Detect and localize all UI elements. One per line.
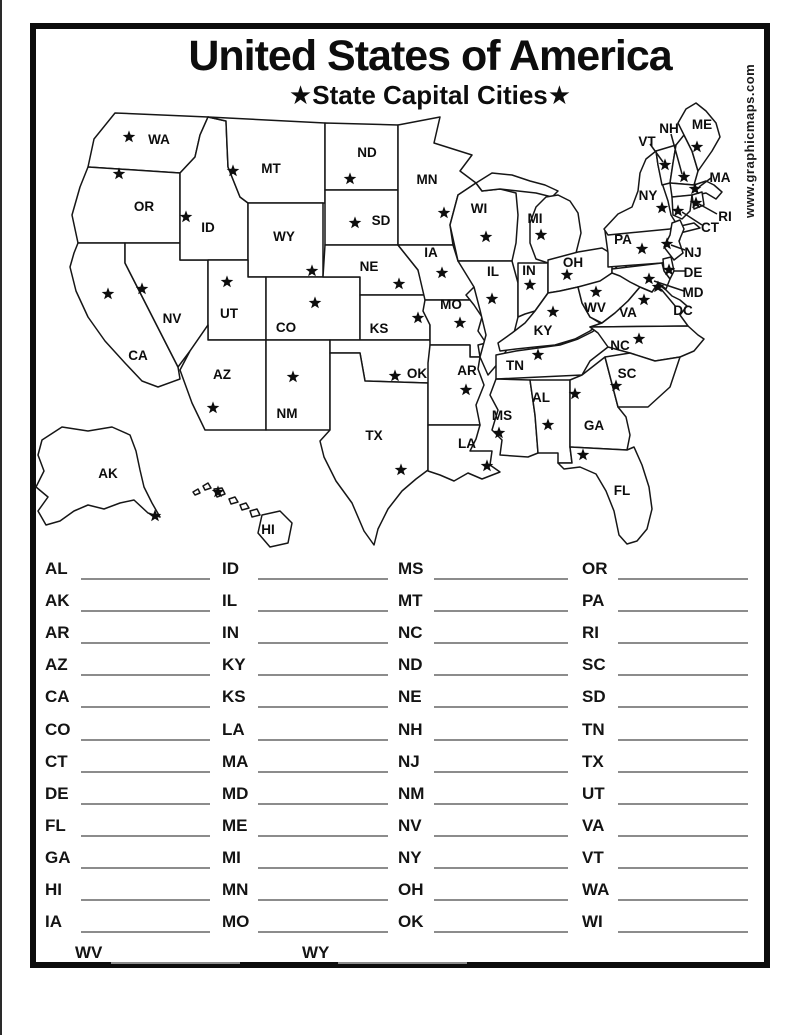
- abbr-label: KY: [222, 655, 246, 674]
- abbr-label: MT: [398, 591, 423, 610]
- answer-blank: [618, 881, 748, 901]
- worksheet-item-al: [45, 550, 210, 580]
- state-label-de: DE: [683, 265, 703, 280]
- abbr-label: NY: [398, 848, 422, 867]
- state-label-ar: AR: [457, 363, 477, 378]
- state-label-nj: NJ: [684, 245, 702, 260]
- state-label-oh: OH: [562, 255, 584, 270]
- state-label-ks: KS: [369, 321, 389, 336]
- answer-blank: [258, 913, 388, 933]
- worksheet-item-in: [222, 614, 388, 644]
- abbr-label: MO: [222, 912, 250, 931]
- worksheet-item-co: [45, 711, 210, 741]
- state-shape-or: [72, 167, 180, 243]
- answer-blank: [81, 592, 210, 612]
- state-shape-nc: [590, 326, 704, 361]
- page-subtitle: ★State Capital Cities★: [288, 80, 572, 110]
- answer-blank: [258, 881, 388, 901]
- answer-blank: [258, 656, 388, 676]
- answer-blank: [338, 944, 467, 964]
- state-label-la: LA: [458, 436, 476, 451]
- answer-blank: [618, 913, 748, 933]
- answer-blank: [434, 560, 568, 580]
- state-label-pa: PA: [614, 232, 632, 247]
- answer-blank: [434, 624, 568, 644]
- state-label-nh: NH: [659, 121, 679, 136]
- answer-blank: [258, 560, 388, 580]
- answer-blank: [618, 624, 748, 644]
- abbr-label: LA: [222, 720, 245, 739]
- state-shape-tx: [320, 353, 428, 545]
- worksheet-item-mi: [222, 839, 388, 869]
- answer-blank: [111, 944, 240, 964]
- state-label-in: IN: [522, 263, 536, 278]
- answer-blank: [618, 817, 748, 837]
- worksheet-item-ar: [45, 614, 210, 644]
- abbr-label: TN: [582, 720, 605, 739]
- abbr-label: NH: [398, 720, 423, 739]
- state-label-mi: MI: [527, 211, 543, 226]
- state-label-ca: CA: [128, 348, 148, 363]
- abbr-label: WI: [582, 912, 603, 931]
- worksheet-item-sd: [582, 678, 748, 708]
- answer-blank: [434, 881, 568, 901]
- worksheet-item-la: [222, 711, 388, 741]
- state-label-nv: NV: [162, 311, 182, 326]
- state-label-co: CO: [275, 320, 297, 335]
- answer-blank: [81, 721, 210, 741]
- worksheet-item-az: [45, 646, 210, 676]
- state-label-wa: WA: [148, 132, 170, 147]
- answer-blank: [434, 913, 568, 933]
- abbr-label: OR: [582, 559, 608, 578]
- abbr-label: ME: [222, 816, 248, 835]
- answer-blank: [434, 688, 568, 708]
- page-title: United States of America: [188, 32, 672, 80]
- worksheet-item-ri: [582, 614, 748, 644]
- worksheet-item-ct: [45, 743, 210, 773]
- worksheet-item-nd: [398, 646, 568, 676]
- answer-blank: [618, 656, 748, 676]
- state-label-il: IL: [487, 264, 499, 279]
- state-label-fl: FL: [613, 483, 631, 498]
- answer-blank: [81, 817, 210, 837]
- state-label-id: ID: [201, 220, 215, 235]
- worksheet-item-ky: [222, 646, 388, 676]
- abbr-label: CO: [45, 720, 71, 739]
- abbr-label: WY: [302, 943, 330, 962]
- answer-blank: [258, 849, 388, 869]
- state-shape-la: [428, 425, 500, 481]
- state-label-ri: RI: [718, 209, 732, 224]
- state-label-ky: KY: [533, 323, 553, 338]
- worksheet-item-ca: [45, 678, 210, 708]
- abbr-label: KS: [222, 687, 246, 706]
- answer-blank: [618, 721, 748, 741]
- worksheet-item-ms: [398, 550, 568, 580]
- worksheet-item-tx: [582, 743, 748, 773]
- abbr-label: HI: [45, 880, 62, 899]
- worksheet-item-de: [45, 775, 210, 805]
- worksheet-item-ut: [582, 775, 748, 805]
- answer-blank: [618, 849, 748, 869]
- answer-blank: [81, 849, 210, 869]
- answer-blank: [258, 753, 388, 773]
- abbr-label: OK: [398, 912, 424, 931]
- state-label-ny: NY: [638, 188, 658, 203]
- abbr-label: CA: [45, 687, 70, 706]
- worksheet-item-nj: [398, 743, 568, 773]
- abbr-label: AL: [45, 559, 68, 578]
- answer-blank: [81, 688, 210, 708]
- state-label-or: OR: [133, 199, 155, 214]
- state-label-nc: NC: [610, 338, 630, 353]
- worksheet-item-vt: [582, 839, 748, 869]
- abbr-label: AR: [45, 623, 70, 642]
- state-shape-wi: [450, 183, 518, 261]
- state-shape-ar: [428, 345, 484, 425]
- worksheet-item-fl: [45, 807, 210, 837]
- abbr-label: VA: [582, 816, 605, 835]
- state-label-nd: ND: [357, 145, 377, 160]
- worksheet-item-nv: [398, 807, 568, 837]
- abbr-label: IN: [222, 623, 239, 642]
- state-label-mn: MN: [416, 172, 438, 187]
- state-label-ga: GA: [583, 418, 605, 433]
- worksheet-item-hi: [45, 871, 210, 901]
- worksheet-item-ma: [222, 743, 388, 773]
- state-label-wv: WV: [584, 300, 606, 315]
- answer-blank: [618, 592, 748, 612]
- state-label-nm: NM: [276, 406, 298, 421]
- state-label-md: MD: [682, 285, 704, 300]
- abbr-label: AK: [45, 591, 70, 610]
- answer-blank: [81, 560, 210, 580]
- worksheet-item-nm: [398, 775, 568, 805]
- state-label-hi: HI: [261, 522, 275, 537]
- abbr-label: NM: [398, 784, 425, 803]
- worksheet-item-wy: [302, 934, 467, 964]
- state-label-al: AL: [532, 390, 550, 405]
- abbr-label: NC: [398, 623, 423, 642]
- abbr-label: NE: [398, 687, 422, 706]
- state-shape-h6: [250, 509, 260, 517]
- abbr-label: SC: [582, 655, 606, 674]
- worksheet-item-pa: [582, 582, 748, 612]
- answer-blank: [81, 753, 210, 773]
- worksheet-item-md: [222, 775, 388, 805]
- answer-blank: [434, 817, 568, 837]
- answer-blank: [618, 785, 748, 805]
- answer-blank: [81, 656, 210, 676]
- state-label-tx: TX: [365, 428, 383, 443]
- answer-blank: [434, 721, 568, 741]
- worksheet-item-ne: [398, 678, 568, 708]
- worksheet-item-il: [222, 582, 388, 612]
- state-label-mt: MT: [261, 161, 281, 176]
- answer-blank: [81, 913, 210, 933]
- abbr-label: SD: [582, 687, 606, 706]
- worksheet-item-tn: [582, 711, 748, 741]
- state-shape-h1: [193, 489, 200, 495]
- answer-blank: [258, 592, 388, 612]
- state-label-ok: OK: [406, 366, 428, 381]
- answer-blank: [258, 721, 388, 741]
- state-label-wy: WY: [273, 229, 295, 244]
- worksheet-item-ga: [45, 839, 210, 869]
- state-label-tn: TN: [506, 358, 524, 373]
- answer-blank: [434, 753, 568, 773]
- abbr-label: IL: [222, 591, 238, 610]
- abbr-label: MD: [222, 784, 249, 803]
- state-label-ia: IA: [424, 245, 438, 260]
- state-shape-h4: [229, 497, 238, 504]
- abbr-label: RI: [582, 623, 599, 642]
- worksheet-item-ks: [222, 678, 388, 708]
- worksheet-item-me: [222, 807, 388, 837]
- worksheet-item-id: [222, 550, 388, 580]
- worksheet-item-ok: [398, 903, 568, 933]
- answer-blank: [81, 881, 210, 901]
- abbr-label: MI: [222, 848, 241, 867]
- state-label-ct: CT: [701, 220, 719, 235]
- state-label-sc: SC: [617, 366, 637, 381]
- worksheet-item-nh: [398, 711, 568, 741]
- state-shape-fl: [558, 447, 652, 544]
- state-shape-sc: [605, 353, 680, 407]
- state-label-vt: VT: [638, 134, 656, 149]
- website-vertical-text: www.graphicmaps.com: [742, 63, 757, 218]
- state-label-dc: DC: [673, 303, 693, 318]
- state-label-az: AZ: [213, 367, 231, 382]
- abbr-label: WA: [582, 880, 610, 899]
- scan-edge-line: [0, 0, 2, 1035]
- worksheet-item-mo: [222, 903, 388, 933]
- answer-blank: [618, 560, 748, 580]
- worksheet-item-ny: [398, 839, 568, 869]
- state-shape-h5: [240, 503, 249, 510]
- abbr-label: FL: [45, 816, 66, 835]
- answer-blank: [618, 688, 748, 708]
- worksheet-item-ia: [45, 903, 210, 933]
- state-label-sd: SD: [371, 213, 391, 228]
- state-label-ak: AK: [98, 466, 118, 481]
- abbr-label: OH: [398, 880, 424, 899]
- state-label-me: ME: [691, 117, 713, 132]
- state-label-ma: MA: [709, 170, 731, 185]
- abbr-label: VT: [582, 848, 604, 867]
- abbr-label: MN: [222, 880, 249, 899]
- abbr-label: NJ: [398, 752, 420, 771]
- worksheet-item-nc: [398, 614, 568, 644]
- worksheet-item-mn: [222, 871, 388, 901]
- abbr-label: MA: [222, 752, 249, 771]
- answer-blank: [434, 592, 568, 612]
- state-label-ut: UT: [220, 306, 238, 321]
- us-map: [30, 95, 745, 560]
- answer-blank: [618, 753, 748, 773]
- abbr-label: NV: [398, 816, 422, 835]
- abbr-label: ID: [222, 559, 239, 578]
- state-label-ms: MS: [491, 408, 513, 423]
- abbr-label: ND: [398, 655, 423, 674]
- abbr-label: DE: [45, 784, 69, 803]
- state-label-ne: NE: [359, 259, 379, 274]
- state-shape-h2: [203, 483, 211, 490]
- abbr-label: GA: [45, 848, 71, 867]
- answer-blank: [434, 785, 568, 805]
- answer-blank: [258, 688, 388, 708]
- worksheet-item-or: [582, 550, 748, 580]
- abbr-label: UT: [582, 784, 605, 803]
- state-label-va: VA: [619, 305, 637, 320]
- abbr-label: WV: [75, 943, 103, 962]
- abbr-label: MS: [398, 559, 424, 578]
- label-leader-line: [699, 204, 717, 214]
- abbr-label: CT: [45, 752, 68, 771]
- worksheet-item-wi: [582, 903, 748, 933]
- state-abbreviation-worksheet: [30, 550, 770, 970]
- worksheet-item-va: [582, 807, 748, 837]
- state-label-wi: WI: [470, 201, 488, 216]
- abbr-label: TX: [582, 752, 604, 771]
- answer-blank: [258, 785, 388, 805]
- answer-blank: [258, 624, 388, 644]
- worksheet-item-ak: [45, 582, 210, 612]
- abbr-label: PA: [582, 591, 605, 610]
- state-label-mo: MO: [440, 297, 462, 312]
- answer-blank: [258, 817, 388, 837]
- answer-blank: [81, 785, 210, 805]
- abbr-label: IA: [45, 912, 62, 931]
- worksheet-item-oh: [398, 871, 568, 901]
- abbr-label: AZ: [45, 655, 68, 674]
- worksheet-item-mt: [398, 582, 568, 612]
- worksheet-item-wv: [75, 934, 240, 964]
- answer-blank: [81, 624, 210, 644]
- answer-blank: [434, 656, 568, 676]
- worksheet-item-sc: [582, 646, 748, 676]
- worksheet-item-wa: [582, 871, 748, 901]
- answer-blank: [434, 849, 568, 869]
